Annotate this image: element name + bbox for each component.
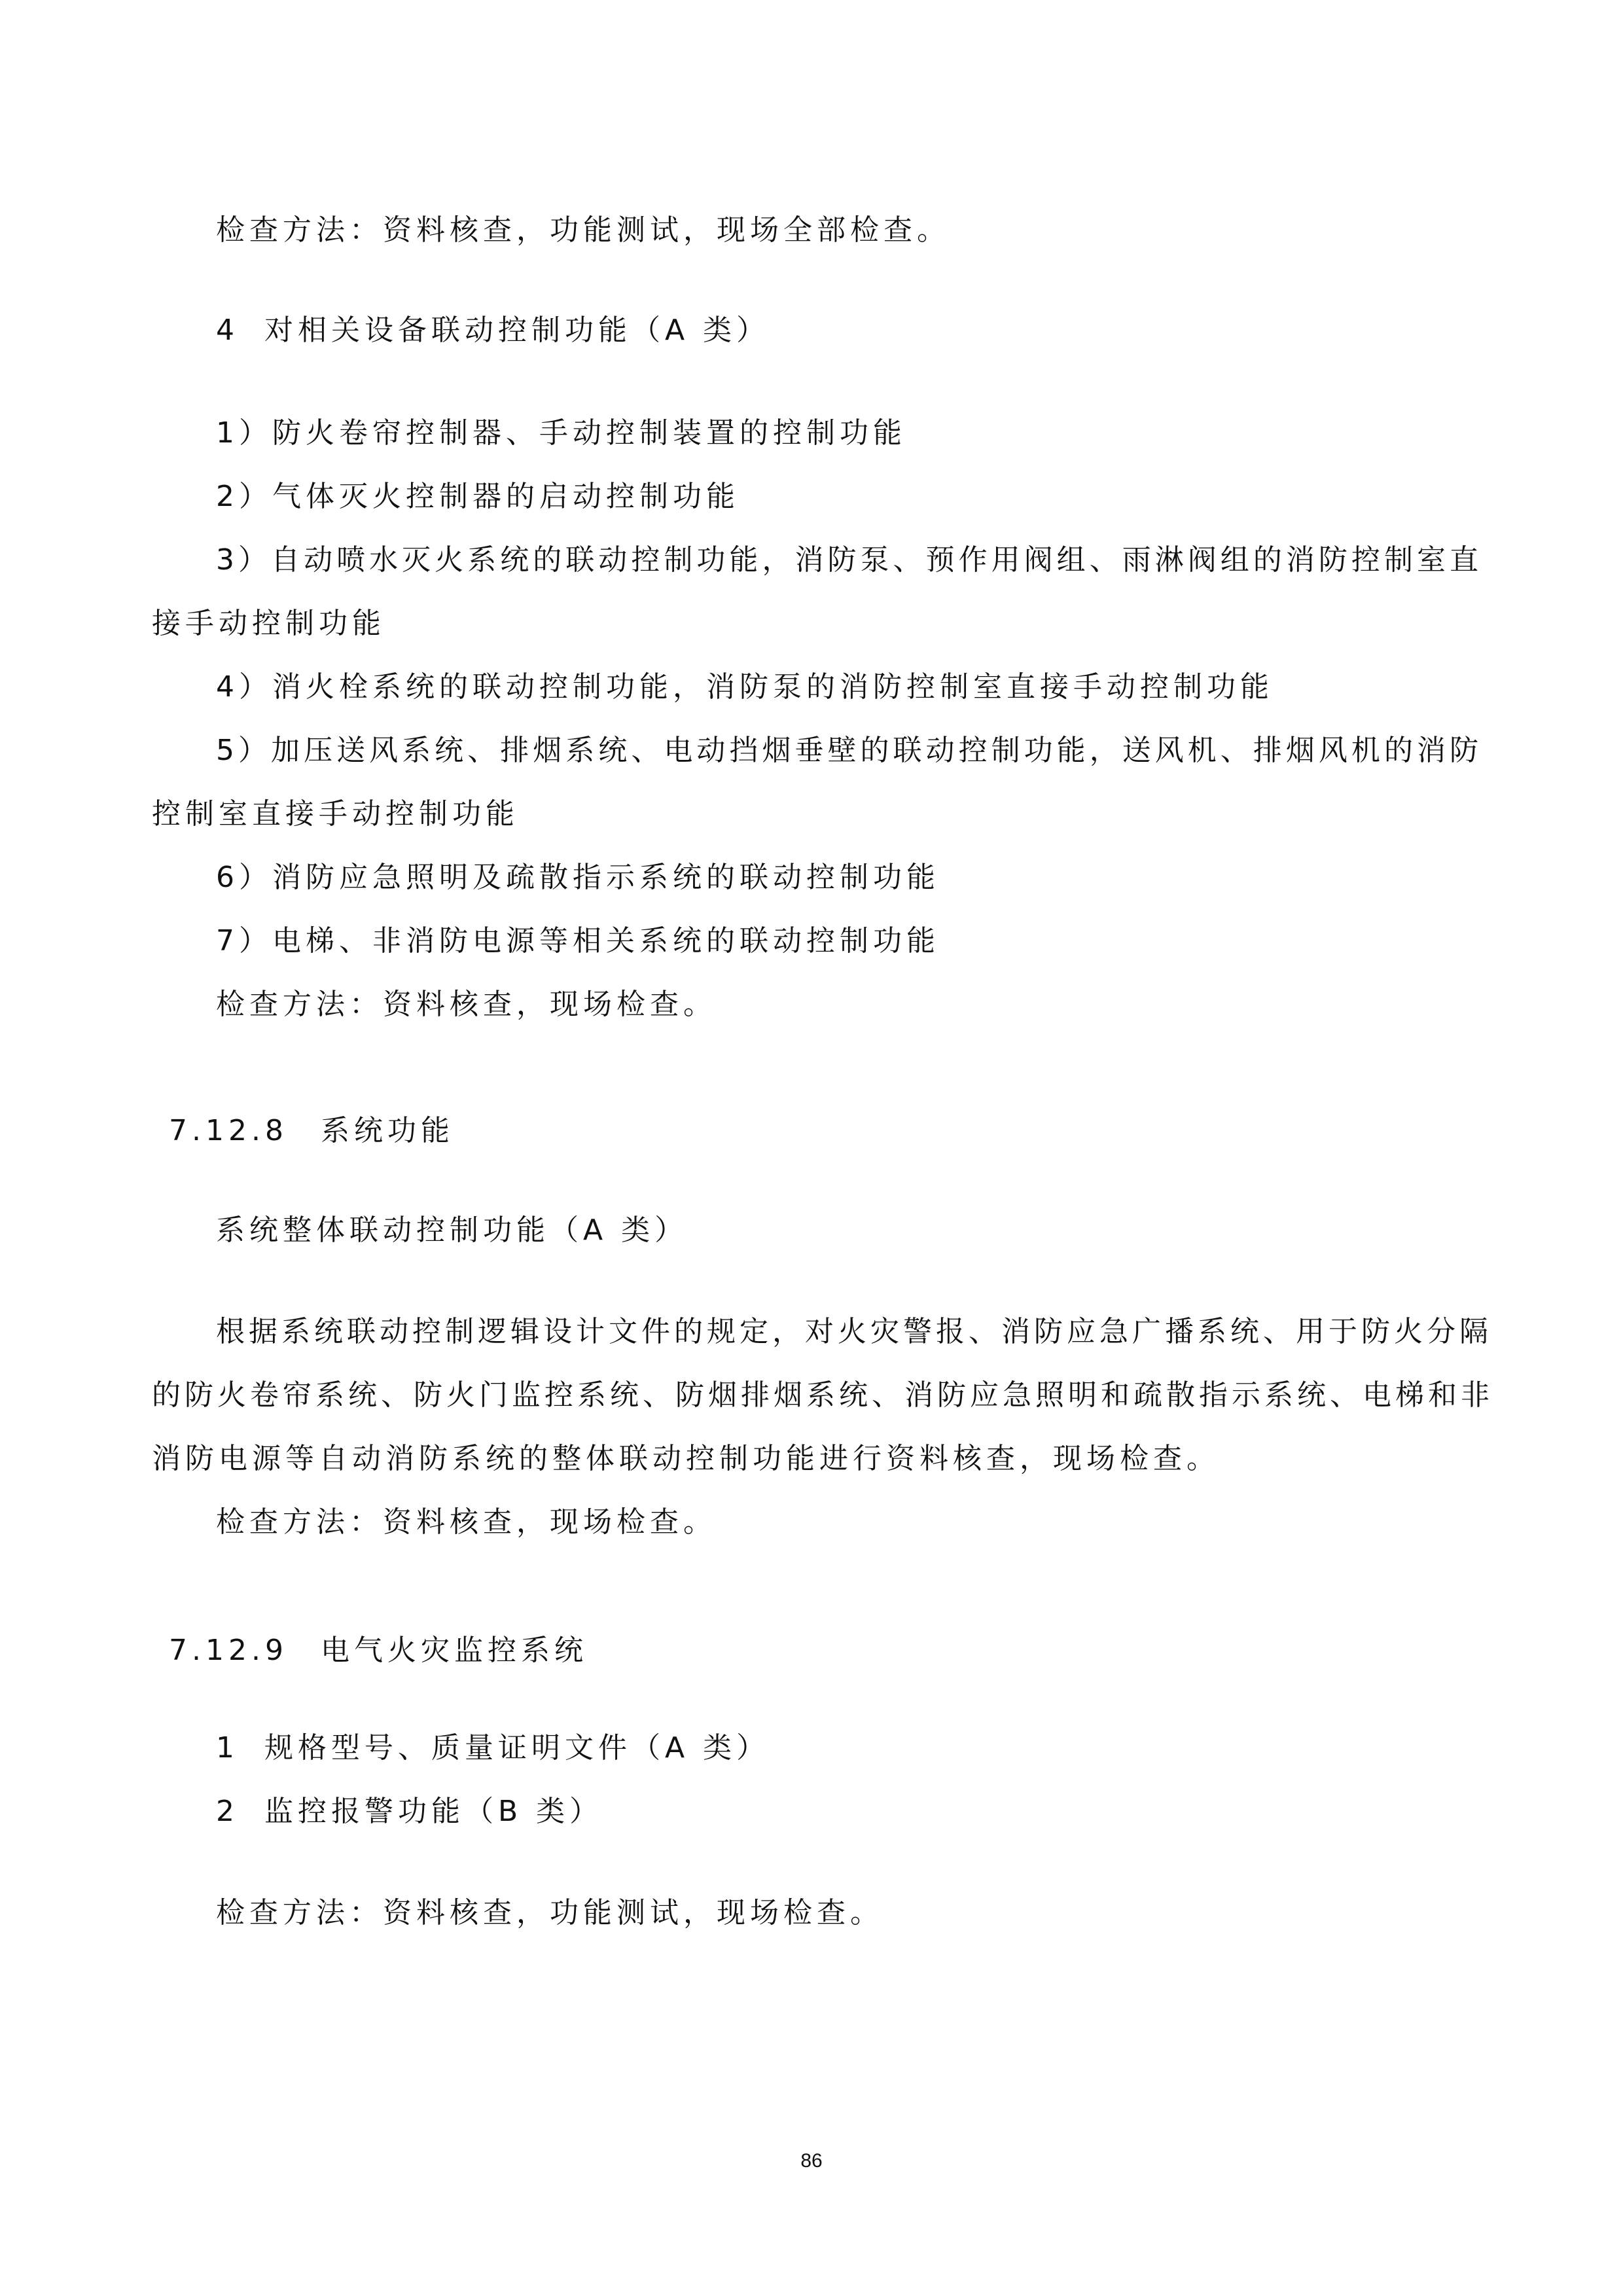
page-number: 86 xyxy=(800,2150,823,2172)
item-text: 监控报警功能（B 类） xyxy=(264,1795,603,1828)
overall-linkage-title: 系统整体联动控制功能（A 类） xyxy=(216,1213,688,1247)
item-1-line xyxy=(216,1729,770,1768)
check-method-line: 检查方法：资料核查，功能测试，现场检查。 xyxy=(216,1896,883,1929)
check-method-line: 检查方法：资料核查，现场检查。 xyxy=(216,988,717,1021)
sub-item-2: 2）气体灭火控制器的启动控制功能 xyxy=(216,480,740,513)
item-text: 规格型号、质量证明文件（A 类） xyxy=(264,1731,770,1765)
paragraph-line: 根据系统联动控制逻辑设计文件的规定，对火灾警报、消防应急广播系统、用于防火分隔 xyxy=(216,1315,1492,1348)
section-title: 电气火灾监控系统 xyxy=(321,1634,588,1667)
check-method-line: 检查方法：资料核查，功能测试，现场全部检查。 xyxy=(216,213,950,247)
item-4-heading xyxy=(216,311,770,350)
check-method-line: 检查方法：资料核查，现场检查。 xyxy=(216,1505,717,1539)
sub-item-3-continued: 接手动控制功能 xyxy=(152,607,385,640)
item-title: 对相关设备联动控制功能（A 类） xyxy=(264,314,770,347)
sub-item-4: 4）消火栓系统的联动控制功能，消防泵的消防控制室直接手动控制功能 xyxy=(216,670,1274,704)
sub-item-5-continued: 控制室直接手动控制功能 xyxy=(152,797,519,831)
section-number: 7.12.9 xyxy=(169,1634,288,1667)
item-number: 2 xyxy=(216,1795,239,1828)
paragraph-line: 消防电源等自动消防系统的整体联动控制功能进行资料核查，现场检查。 xyxy=(152,1442,1220,1475)
sub-item-3: 3）自动喷水灭火系统的联动控制功能，消防泵、预作用阀组、雨淋阀组的消防控制室直 xyxy=(216,543,1482,577)
section-number: 7.12.8 xyxy=(169,1114,288,1147)
sub-item-5: 5）加压送风系统、排烟系统、电动挡烟垂壁的联动控制功能，送风机、排烟风机的消防 xyxy=(216,734,1482,767)
item-2-line xyxy=(216,1792,603,1831)
item-number: 4 xyxy=(216,314,239,347)
item-number: 1 xyxy=(216,1731,239,1765)
section-heading-7-12-8 xyxy=(169,1111,454,1151)
section-heading-7-12-9 xyxy=(169,1631,588,1670)
section-title: 系统功能 xyxy=(321,1114,454,1147)
sub-item-6: 6）消防应急照明及疏散指示系统的联动控制功能 xyxy=(216,861,940,894)
sub-item-1: 1）防火卷帘控制器、手动控制装置的控制功能 xyxy=(216,416,906,450)
paragraph-line: 的防火卷帘系统、防火门监控系统、防烟排烟系统、消防应急照明和疏散指示系统、电梯和非 xyxy=(152,1378,1493,1412)
sub-item-7: 7）电梯、非消防电源等相关系统的联动控制功能 xyxy=(216,924,940,958)
